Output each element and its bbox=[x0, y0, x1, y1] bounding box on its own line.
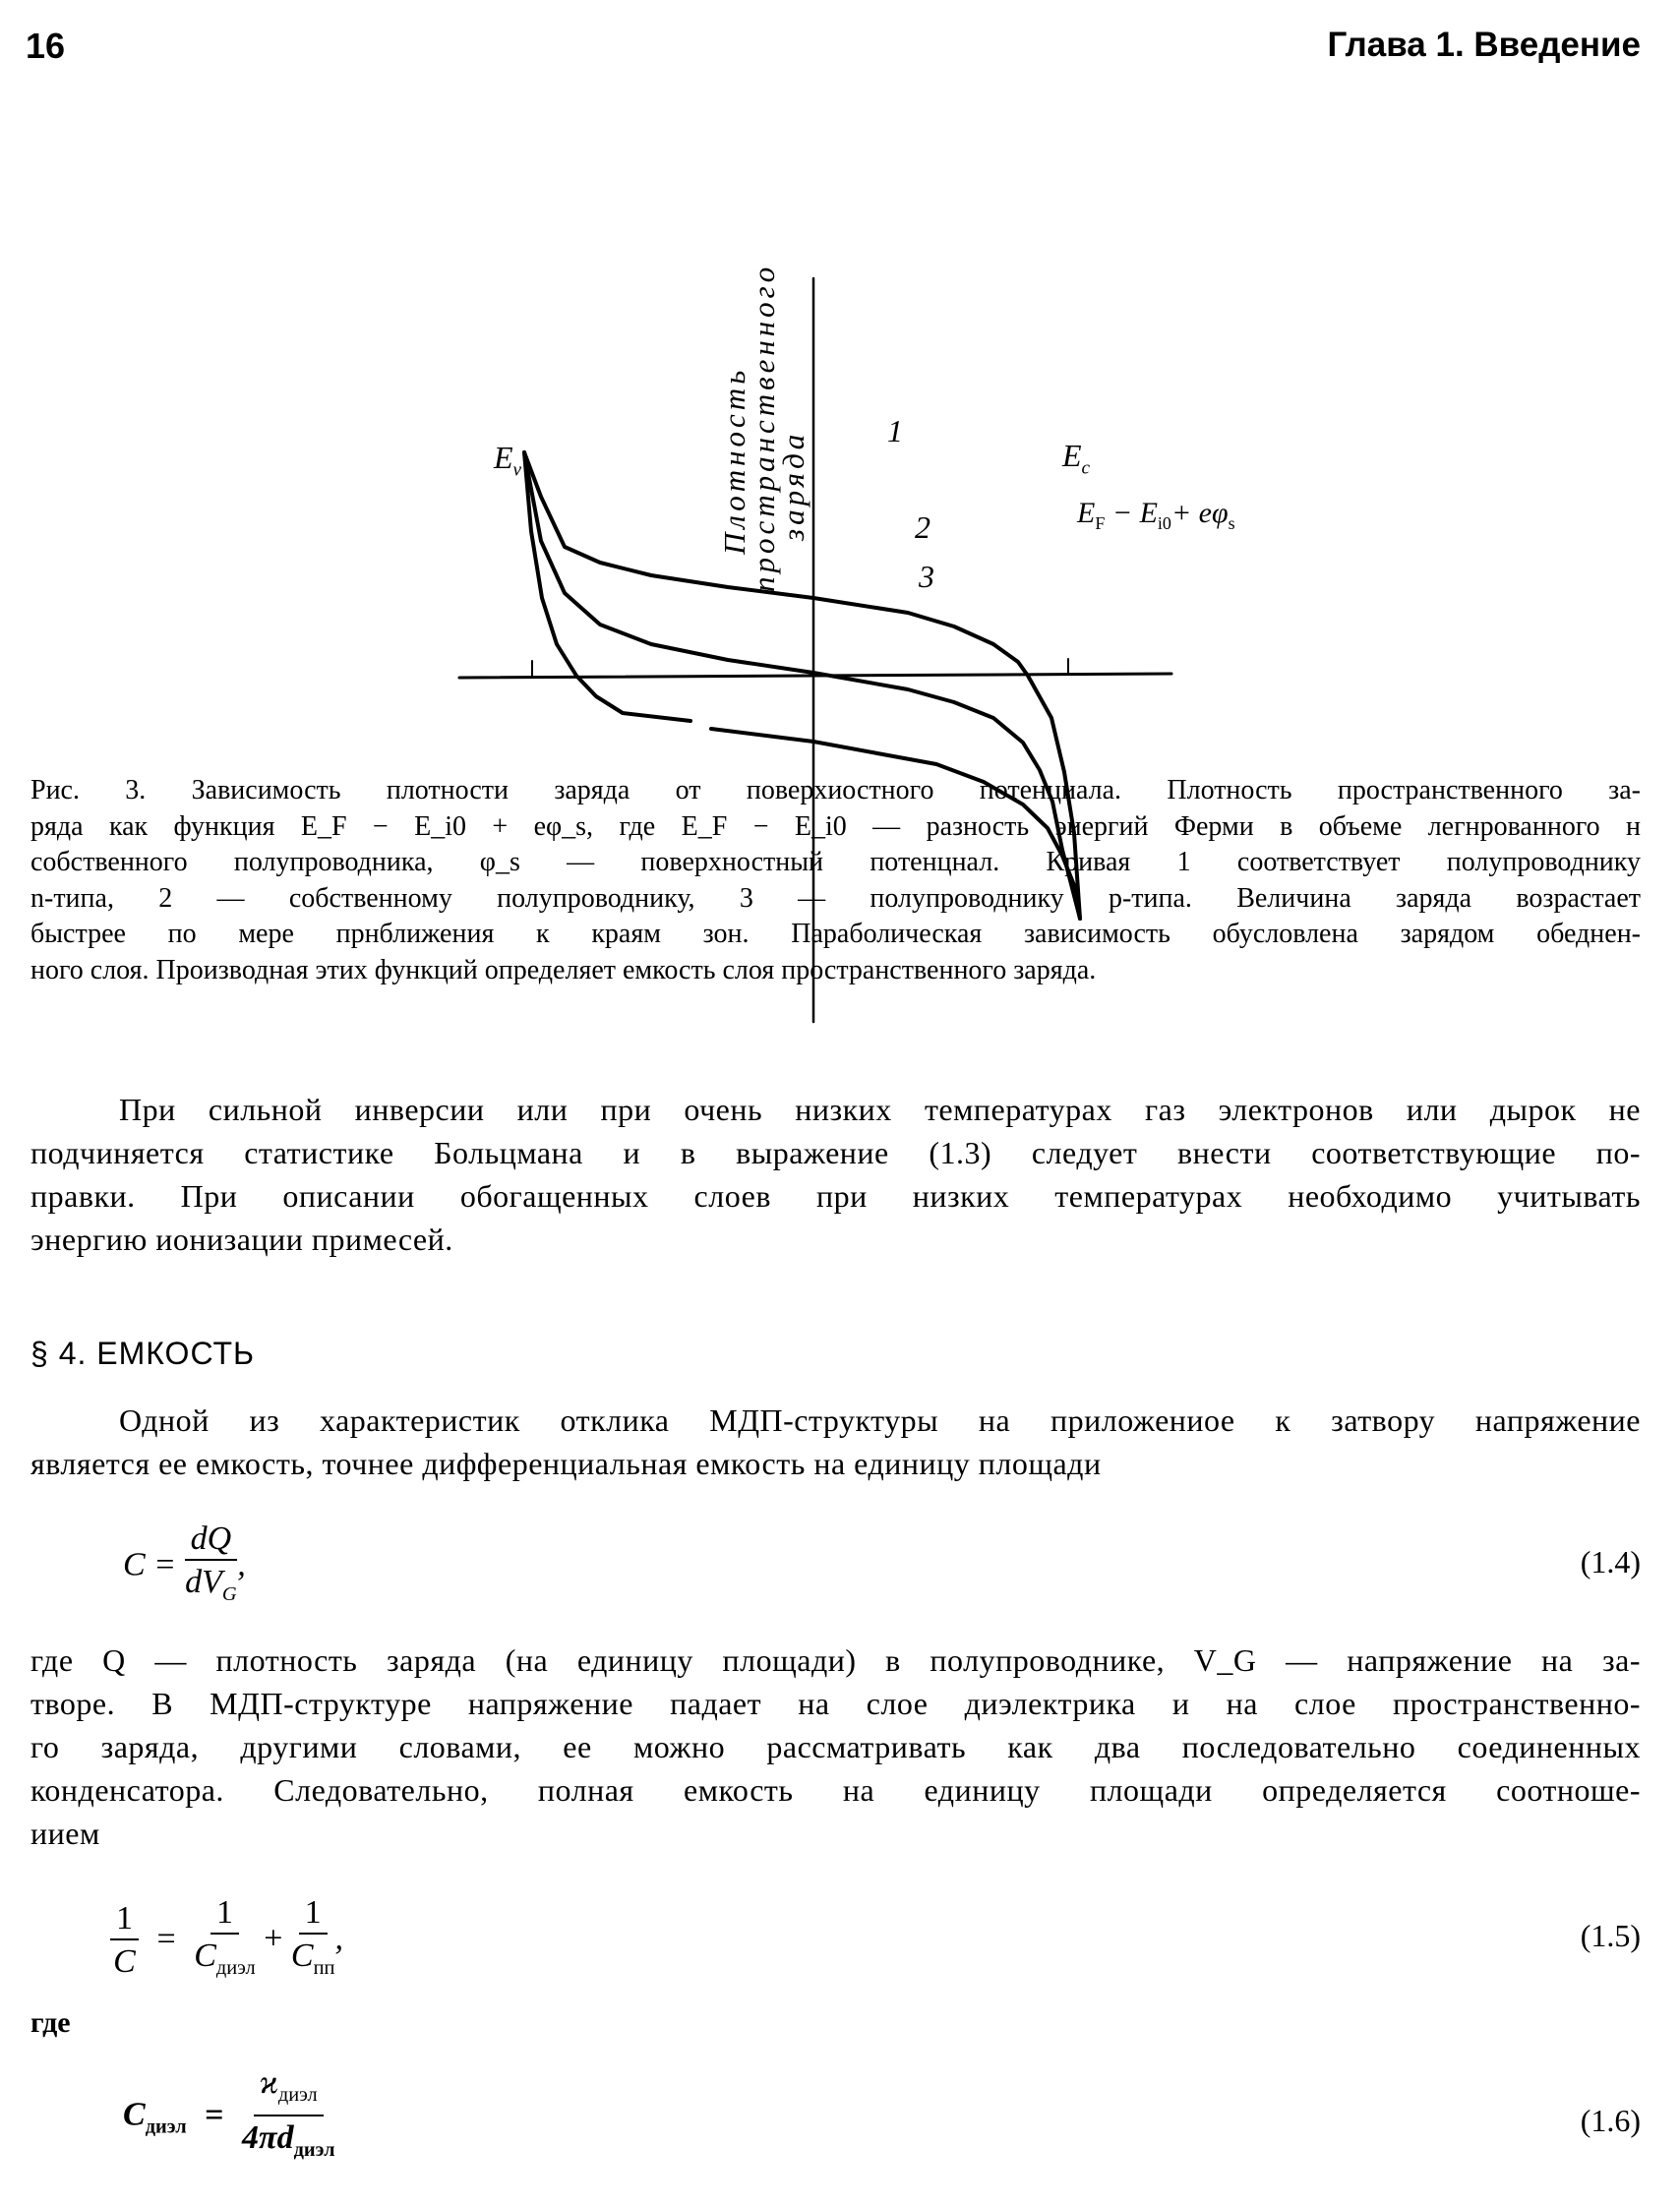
paragraph-capacitance-series bbox=[30, 1639, 1641, 1855]
caption-line: n-типа, 2 — собственному полупроводнику, 3 — полупроводнику p-типа. Величина заряда возрастает bbox=[30, 882, 1641, 914]
text-line: где Q — плотность заряда (на единицу площади) в полупроводнике, V_G — напряжение на за- bbox=[30, 1642, 1641, 1678]
caption-line: Рис. 3. Зависимость плотности заряда от поверхиостного потенциала. Плотность пространственного за- bbox=[30, 775, 1641, 805]
paragraph-capacitance-intro bbox=[30, 1399, 1641, 1485]
text-line: го заряда, другими словами, ее можно рассматривать как два последовательно соединенных bbox=[30, 1729, 1641, 1764]
curve-label-1: 1 bbox=[887, 413, 903, 448]
equation-number: (1.4) bbox=[1580, 1544, 1641, 1579]
text-line: конденсатора. Следовательно, полная емкость на единицу площади определяется соотноше- bbox=[30, 1772, 1641, 1808]
equation-number: (1.6) bbox=[1580, 2103, 1641, 2138]
x-axis-label: $E_F - E_{i0}+ e\varphi_s$ bbox=[1077, 497, 1235, 533]
caption-line: собственного полупроводника, φ_s — поверхностный потенцнал. Кривая 1 соответствует полупроводнику bbox=[30, 847, 1641, 877]
section-heading: § 4. ЕМКОСТЬ bbox=[30, 1336, 256, 1371]
y-axis-label-line: заряда bbox=[776, 430, 810, 541]
curve-label-2: 2 bbox=[915, 509, 930, 545]
chapter-title: Глава 1. Введение bbox=[1327, 26, 1641, 64]
caption-line: быстрее по мере прнближения к краям зон. Параболическая зависимость обусловлена зарядом обеднен- bbox=[30, 919, 1641, 949]
text-line: является ее емкость, точнее дифференциальная емкость на единицу площади bbox=[30, 1446, 1102, 1481]
page-number: 16 bbox=[26, 26, 66, 66]
equation-number: (1.5) bbox=[1580, 1918, 1641, 1953]
label-ec: $E_c$ bbox=[1062, 438, 1091, 479]
y-axis-label bbox=[717, 263, 810, 592]
figure-caption bbox=[30, 773, 1641, 988]
curve-3 bbox=[524, 452, 690, 721]
equation-1-4: C = $\frac{dQ}{dV_G}$ , bbox=[123, 1520, 246, 1605]
text-line: иием bbox=[30, 1816, 100, 1851]
text-line: Одной из характеристик отклика МДП-структуры на приложениое к затвору напряжение bbox=[119, 1402, 1641, 1438]
y-axis-label-line: пространственного bbox=[747, 263, 781, 592]
text-line: При сильной инверсии или при очень низких температурах газ электронов или дырок не bbox=[119, 1092, 1641, 1127]
where-label: где bbox=[30, 2006, 71, 2039]
curve-label-3: 3 bbox=[919, 559, 934, 594]
text-line: энергию ионизации примесей. bbox=[30, 1222, 453, 1257]
equation-1-6: $C_{диэл}$ = $\frac{ϰ_{диэл}}{4\pi d_{диэл}}$ bbox=[123, 2064, 335, 2161]
caption-line: ряда как функция E_F − E_i0 + eφ_s, где E_F − E_i0 — разность эиергий Ферми в объеме легнрованного н bbox=[30, 810, 1641, 842]
caption-line: ного слоя. Производная этих функций определяет емкость слоя пространственного заряда. bbox=[30, 954, 1097, 985]
text-line: подчиняется статистике Больцмана и в выражение (1.3) следует внести соответствующие по- bbox=[30, 1135, 1641, 1170]
text-line: правки. При описании обогащенных слоев при низких температурах необходимо учитывать bbox=[30, 1178, 1641, 1214]
paragraph-inversion bbox=[30, 1088, 1641, 1261]
y-axis-label-line: Плотность bbox=[717, 366, 751, 555]
equation-1-5: $\frac{1}{C}$ = $\frac{1}{C_{диэл}}$ + $\frac{1}{C_{пп}}$ , bbox=[110, 1893, 343, 1990]
label-ev: $E_v$ bbox=[494, 440, 522, 481]
text-line: творе. В МДП-структуре напряжение падает на слое диэлектрика и на слое пространственно- bbox=[30, 1686, 1641, 1721]
